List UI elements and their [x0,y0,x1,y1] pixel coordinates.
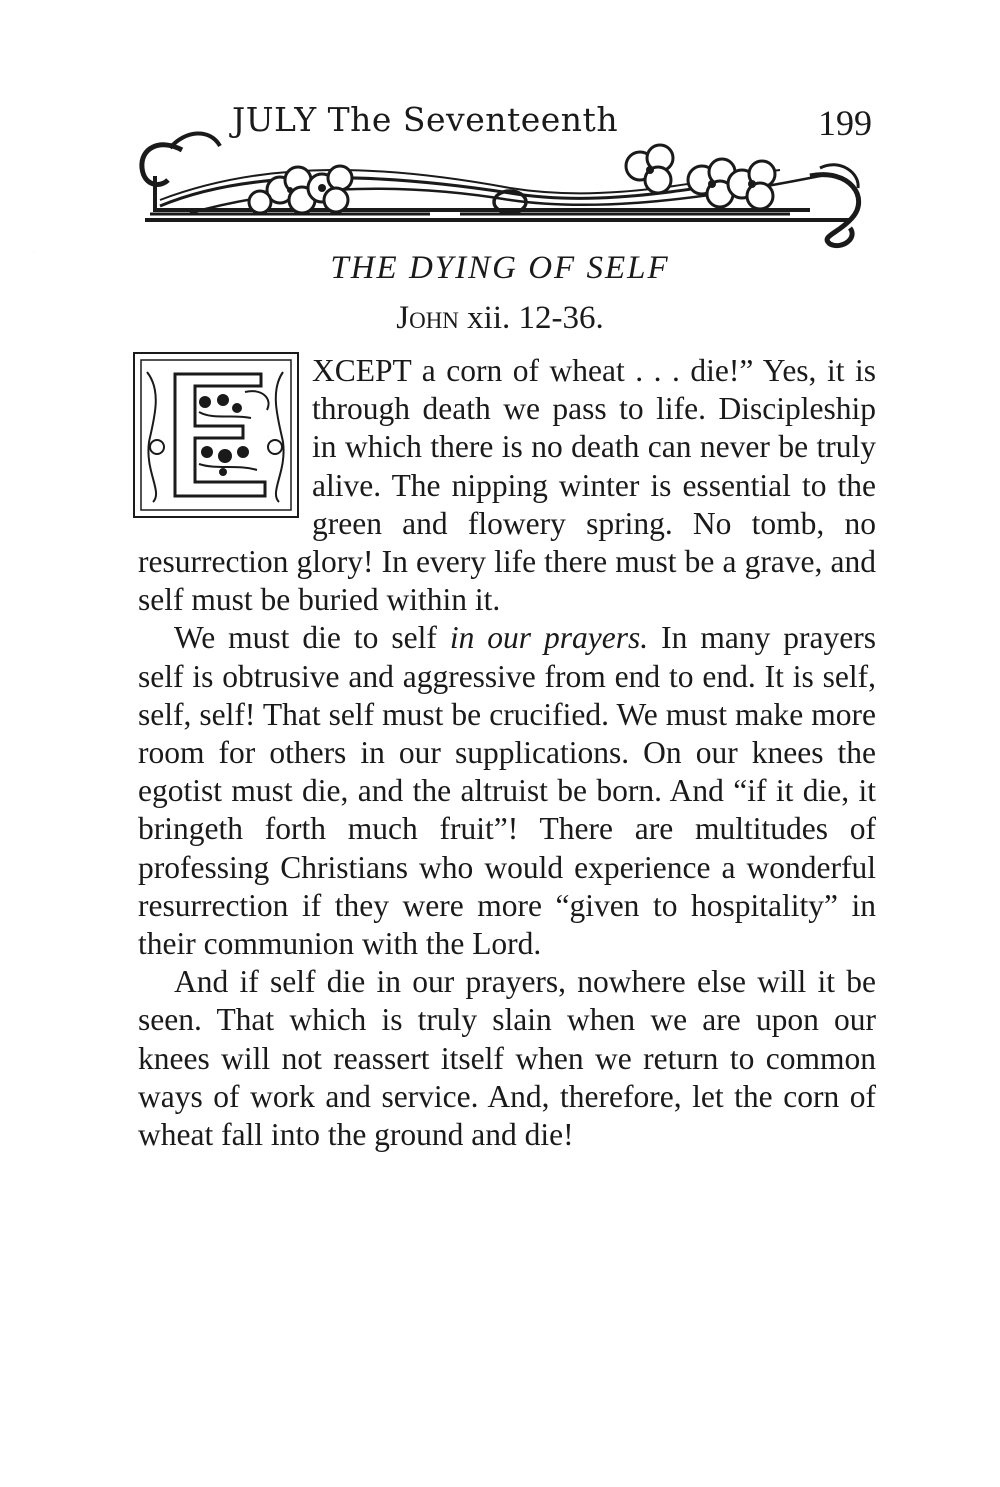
paragraph-2-emphasis: in our prayers. [449,620,649,656]
header-month: JULY [232,100,317,139]
paragraph-2 [138,619,876,963]
header-day-label: The Seventeenth [327,100,619,139]
scripture-reference [0,300,1000,337]
page-number: 199 [818,103,872,143]
page-title: THE DYING OF SELF [330,250,670,286]
scripture-book: John [396,300,459,336]
paragraph-1-text: XCEPT a corn of wheat . . . die!” Yes, it is through death we pass to life. Discipleship in which there is no death can never be truly alive. The nipping winter is essential to the green and flowery spring. No tomb, no resurrection glory! In every life there must be a grave, and self must be buried within it. [138,353,876,618]
scripture-verse: xii. 12-36. [467,300,604,336]
paragraph-1 [138,352,876,619]
dropcap-letter: E [33,252,34,253]
body-text [138,352,876,1154]
paragraph-2-rest: In many prayers self is obtrusive and aggressive from end to end. It is self, self, self! That self must be crucified. We must make more room for others in our supplications. On our knees the egotist must die, and the altruist be born. And “if it die, it bringeth forth much fruit”! There are multitudes of professing Christians who would experience a wonderful resurrection if they were more “given to hospitality” in their communion with the Lord. [138,620,876,962]
paragraph-2-lead: We must die to self [174,620,450,656]
paragraph-3-text: And if self die in our prayers, nowhere else will it be seen. That which is truly slain when we are upon our knees will not reassert itself when we return to common ways of work and service. And, therefore, let the corn of wheat fall into the ground and die! [138,964,876,1153]
paragraph-3 [138,963,876,1154]
floral-ornament-icon [130,118,880,248]
